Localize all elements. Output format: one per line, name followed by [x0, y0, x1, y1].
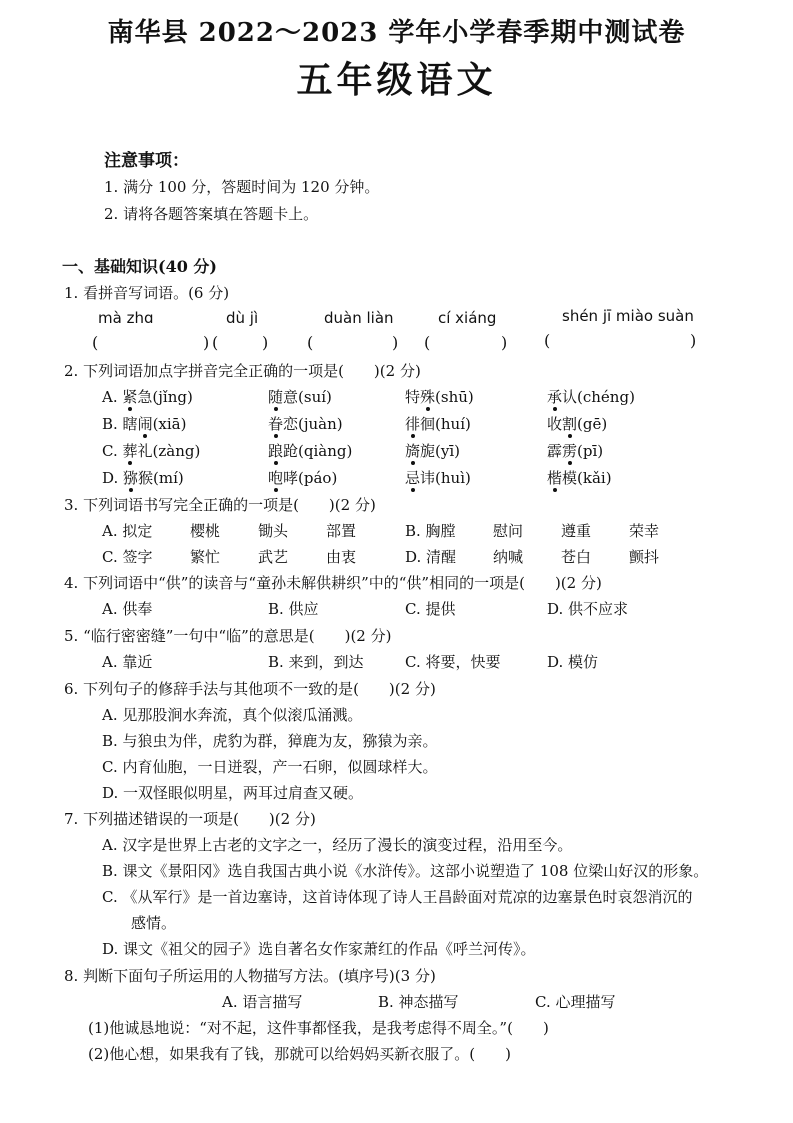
option-text: 樱桃 [190, 522, 221, 540]
question-2-stem: 2. 下列词语加点字拼音完全正确的一项是( )(2 分) [64, 362, 421, 380]
question-4-stem: 4. 下列词语中“供”的读音与“童孙未解供耕织”中的“供”相同的一项是( )(2 分) [64, 574, 602, 592]
pinyin: dù jì [226, 309, 259, 327]
option-text: B. 来到，到达 [268, 653, 364, 671]
question-8-stem: 8. 判断下面句子所运用的人物描写方法。(填序号)(3 分) [64, 967, 436, 985]
option-text: B. 神态描写 [378, 993, 459, 1011]
option-text: 咆哮(páo) [268, 469, 338, 487]
option-text: C. 《从军行》是一首边塞诗，这首诗体现了诗人王昌龄面对荒凉的边塞景色时哀怨消沉的 [102, 888, 693, 906]
answer-paren-open: ( [544, 331, 551, 350]
exam-title: 南华县 2022～2023 学年小学春季期中测试卷 [107, 18, 686, 48]
notice-title: 注意事项： [104, 151, 189, 171]
pinyin: shén jī miào suàn [562, 307, 694, 325]
section-title: 一、基础知识(40 分) [62, 257, 217, 276]
option-text: D. 一双怪眼似明星，两耳过肩查又硬。 [102, 784, 364, 802]
option-text: 部置 [326, 522, 357, 540]
option-text: 遵重 [561, 522, 592, 540]
option-text: 苍白 [561, 548, 592, 566]
option-text: C. 葬礼(zàng) [102, 442, 201, 460]
option-text: 锄头 [258, 522, 289, 540]
option-text: 忌讳(huì) [405, 469, 471, 487]
option-text: A. 紧急(jǐng) [102, 388, 193, 406]
option-text: 承认(chéng) [547, 388, 635, 406]
option-text: B. 胸膛 [405, 522, 456, 540]
option-text: C. 签字 [102, 548, 153, 566]
option-text: 随意(suí) [268, 388, 332, 406]
option-text: 旖旎(yī) [405, 442, 460, 460]
option-text: C. 心理描写 [535, 993, 616, 1011]
option-text: D. 模仿 [547, 653, 599, 671]
option-text: 纳喊 [493, 548, 524, 566]
option-text: 眷恋(juàn) [268, 415, 343, 433]
sub-question: (1)他诚恳地说：“对不起，这件事都怪我，是我考虑得不周全。”( ) [88, 1019, 549, 1037]
option-text: C. 提供 [405, 600, 456, 618]
question-1-stem: 1. 看拼音写词语。(6 分) [64, 284, 230, 302]
option-text: A. 语言描写 [222, 993, 303, 1011]
option-text: 荣幸 [629, 522, 660, 540]
pinyin: cí xiáng [438, 309, 497, 327]
exam-subtitle: 五年级语文 [296, 59, 497, 101]
question-5-stem: 5. “临行密密缝”一句中“临”的意思是( )(2 分) [64, 627, 392, 645]
answer-paren-open: ( [307, 333, 314, 352]
option-text: A. 拟定 [102, 522, 153, 540]
answer-paren-close: ) [262, 333, 269, 352]
option-text: 霹雳(pī) [547, 442, 604, 460]
option-text: B. 瞎闹(xiā) [102, 415, 187, 433]
notice-item: 1. 满分 100 分，答题时间为 120 分钟。 [104, 178, 380, 196]
option-text: 特殊(shū) [405, 388, 474, 406]
notice-item: 2. 请将各题答案填在答题卡上。 [104, 205, 319, 223]
answer-paren-close: ) [690, 331, 697, 350]
option-text: 收割(gē) [547, 415, 608, 433]
option-text: D. 课文《祖父的园子》选自著名女作家萧红的作品《呼兰河传》。 [102, 940, 536, 958]
option-text: 慰问 [493, 522, 524, 540]
answer-paren-close: ) [203, 333, 210, 352]
option-text: A. 汉字是世界上古老的文字之一，经历了漫长的演变过程，沿用至今。 [102, 836, 573, 854]
option-text: A. 供奉 [102, 600, 153, 618]
answer-paren-open: ( [424, 333, 431, 352]
option-text: D. 清醒 [405, 548, 457, 566]
pinyin: mà zhɑ [98, 309, 154, 327]
answer-paren-open: ( [92, 333, 99, 352]
option-text: A. 靠近 [102, 653, 153, 671]
answer-paren-close: ) [501, 333, 508, 352]
option-text: 徘徊(huí) [405, 415, 471, 433]
option-text: B. 供应 [268, 600, 319, 618]
answer-paren-close: ) [392, 333, 399, 352]
option-text: 楷模(kǎi) [547, 469, 612, 487]
question-6-stem: 6. 下列句子的修辞手法与其他项不一致的是( )(2 分) [64, 680, 436, 698]
option-text: 繁忙 [190, 548, 221, 566]
option-text: C. 内育仙胞，一日迸裂，产一石卵，似圆球样大。 [102, 758, 438, 776]
option-text: 颤抖 [629, 548, 660, 566]
question-3-stem: 3. 下列词语书写完全正确的一项是( )(2 分) [64, 496, 376, 514]
question-7-stem: 7. 下列描述错误的一项是( )(2 分) [64, 810, 316, 828]
answer-paren-open: ( [212, 333, 219, 352]
option-text: 踉跄(qiàng) [268, 442, 353, 460]
sub-question: (2)他心想，如果我有了钱，那就可以给妈妈买新衣服了。( ) [88, 1045, 511, 1063]
option-text: B. 与狼虫为伴，虎豹为群，獐鹿为友，猕猿为亲。 [102, 732, 438, 750]
option-text: B. 课文《景阳冈》选自我国古典小说《水浒传》。这部小说塑造了 108 位梁山好汉的形象。 [102, 862, 709, 880]
pinyin: duàn liàn [324, 309, 394, 327]
option-text: A. 见那股涧水奔流，真个似滚瓜涌溅。 [102, 706, 363, 724]
option-text: 由衷 [326, 548, 357, 566]
option-text: D. 供不应求 [547, 600, 629, 618]
option-text: 武艺 [258, 548, 289, 566]
option-text: C. 将要，快要 [405, 653, 501, 671]
option-text: D. 猕猴(mí) [102, 469, 184, 487]
option-text: 感情。 [131, 914, 177, 932]
